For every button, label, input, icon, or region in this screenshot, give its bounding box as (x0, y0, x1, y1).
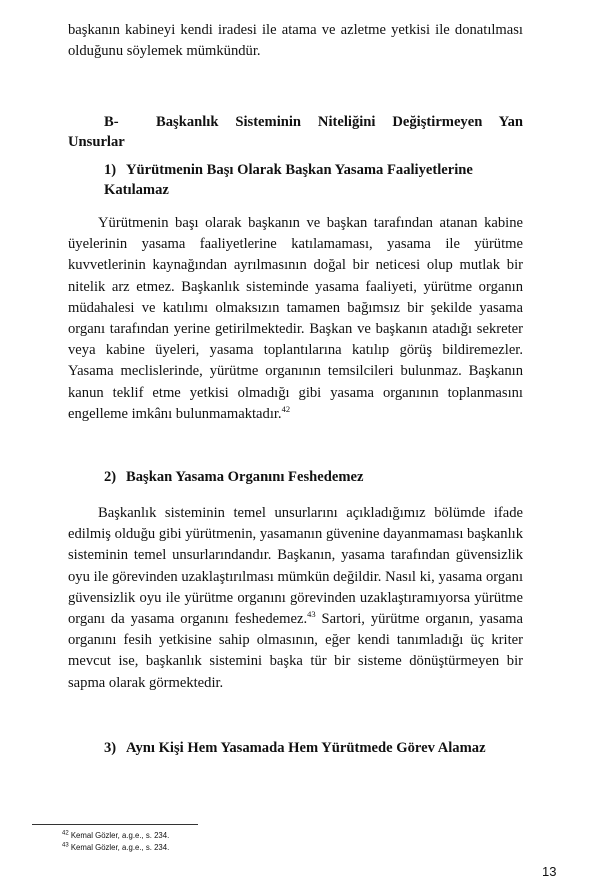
subsection-1-heading (104, 160, 523, 200)
footnote-42-number: 42 (62, 830, 69, 837)
footnote-ref-43: 43 (307, 609, 316, 620)
footnote-42 (62, 831, 169, 841)
paragraph-1-text: Yürütmenin başı olarak başkanın ve başkan tarafından atanan kabine üyelerinin yasama faaliyetlerine katılamaması, yasama ile yürütme kuvvetlerinin kaynağından ayrılmasının doğal bir neticesi olup mutlak bir nitelik arz etmez. Başkanlık sisteminde yasama faaliyeti, yürütme organın müdahalesi ve katılımı olmaksızın tamamen bağımsız bir şekilde yasama organı tarafından yerine getirilmektedir. Başkan ve başkanın atadığı sekreter veya kabine üyeleri, yasama toplantılarına katılıp görüş bildiremezler. Yasama meclislerinde, yürütme organının temsilcileri bulunmaz. Başkanın kanun teklif etme yetkisi olmadığı gibi yasama organının toplanmasını engelleme imkânı bulunmamaktadır. (68, 215, 523, 422)
subsection-1-number: 1) (104, 162, 117, 178)
paragraph-2-text-b: Sartori, yürütme organın, yasama organını fesih yetkisine sahip olmasının, eğer kendi tanımladığı üç kriter mevcut ise, başkanlık sistemini başka tür bir sisteme dönüştürmeyen bir sapma olarak görmektedir. (68, 611, 523, 691)
footnote-42-text: Kemal Gözler, a.g.e., s. 234. (70, 831, 170, 840)
subsection-3-number: 3) (104, 740, 117, 756)
subsection-3-title: Aynı Kişi Hem Yasamada Hem Yürütmede Görev Alamaz (126, 740, 486, 756)
subsection-3-heading (104, 738, 523, 758)
footnote-43-number: 43 (62, 842, 69, 849)
page-number: 13 (542, 864, 557, 879)
footnote-ref-42: 42 (281, 403, 291, 414)
section-title: Başkanlık Sisteminin Niteliğini Değiştirmeyen Yan Unsurlar (68, 114, 523, 150)
paragraph-2 (68, 503, 523, 694)
footnote-separator (32, 824, 198, 825)
paragraph-2-text-a: Başkanlık sisteminin temel unsurlarını açıkladığımız bölümde ifade edilmiş olduğu gibi yürütmenin, yasamanın güvenine dayanmaması başkanlık sisteminin temel unsurlarındandır. Başkanın, yasama tarafından güvensizlik oyu ile görevinden uzaklaştırılması mümkün değildir. Nasıl ki, yasama organı güvensizlik oyu ile yürütme organını görevinden uzaklaştıramıyorsa yürütme organı da yasama organını feshedemez. (68, 505, 523, 628)
subsection-2-title: Başkan Yasama Organını Feshedemez (126, 469, 364, 485)
footnote-43 (62, 843, 169, 853)
paragraph-1 (68, 213, 523, 425)
section-label: B- (104, 114, 119, 130)
subsection-1-title: Yürütmenin Başı Olarak Başkan Yasama Faaliyetlerine Katılamaz (104, 162, 473, 198)
subsection-2-number: 2) (104, 469, 117, 485)
subsection-2-heading (104, 467, 523, 487)
paragraph-continuation: başkanın kabineyi kendi iradesi ile atama ve azletme yetkisi ile donatılması olduğunu söylemek mümkündür. (68, 22, 523, 60)
footnote-43-text: Kemal Gözler, a.g.e., s. 234. (70, 843, 170, 852)
